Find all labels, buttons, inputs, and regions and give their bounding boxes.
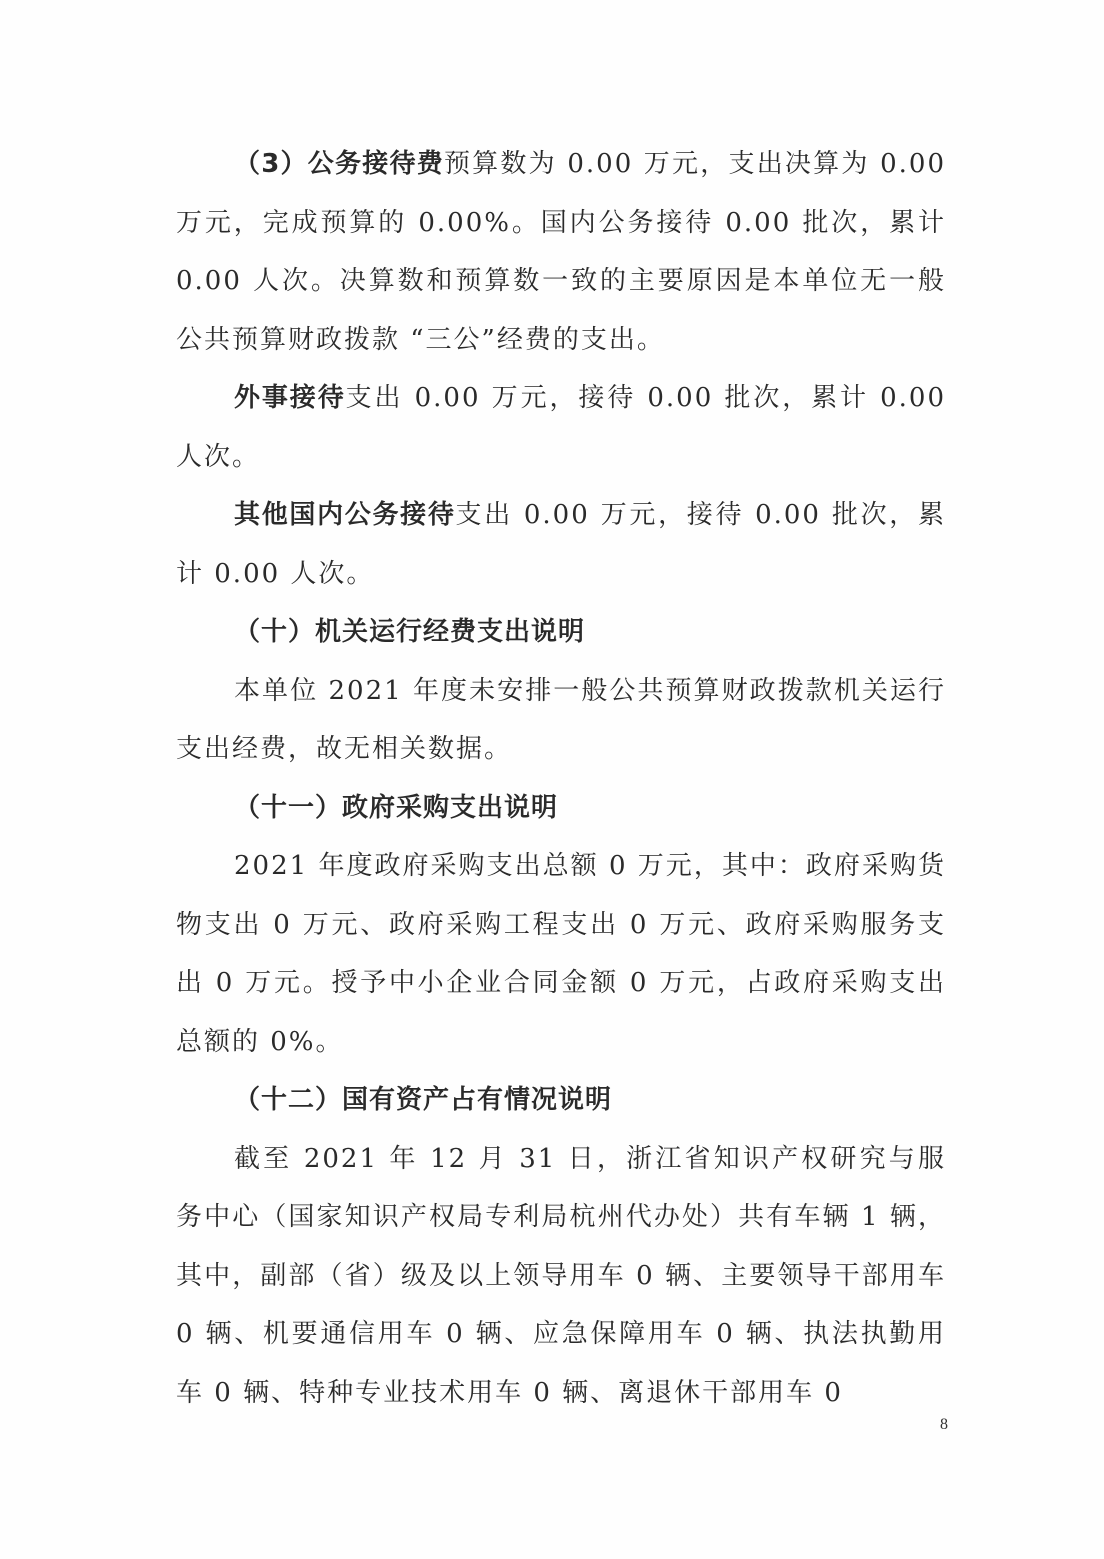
section-heading-11: （十一）政府采购支出说明 [234,792,559,823]
paragraph-foreign-reception [176,369,946,486]
paragraph-text: 2021 年度政府采购支出总额 0 万元，其中：政府采购货物支出 0 万元、政府采购工程支出 0 万元、政府采购服务支出 0 万元。授予中小企业合同金额 0 万元，占政府采购支出总额的 0%。 [176,851,946,1057]
section-heading-12: （十二）国有资产占有情况说明 [234,1085,613,1115]
document-body [176,135,946,1422]
paragraph-lead: 外事接待 [234,383,346,413]
paragraph-domestic-reception [176,486,946,603]
paragraph-lead: 其他国内公务接待 [234,500,456,530]
paragraph-text: 截至 2021 年 12 月 31 日，浙江省知识产权研究与服务中心（国家知识产权局专利局杭州代办处）共有车辆 1 辆，其中，副部（省）级及以上领导用车 0 辆、主要领导干部用车 0 辆、机要通信用车 0 辆、应急保障用车 0 辆、执法执勤用车 0 辆、特种专业技术用车 0 辆、离退休干部用车 0 [176,1143,946,1408]
section-heading-10: （十）机关运行经费支出说明 [234,617,586,647]
paragraph-procurement [176,837,946,1071]
page-number: 8 [940,1416,948,1433]
paragraph-reception-expense [176,135,946,369]
paragraph-operating-expense [176,662,946,779]
paragraph-lead: （3）公务接待费 [234,149,444,179]
paragraph-text: 本单位 2021 年度未安排一般公共预算财政拨款机关运行支出经费，故无相关数据。 [176,675,946,764]
paragraph-text: 支出 0.00 万元，接待 0.00 批次，累计 0.00 人次。 [176,383,946,472]
paragraph-text: 支出 0.00 万元，接待 0.00 批次，累计 0.00 人次。 [176,500,946,589]
paragraph-assets [176,1130,946,1423]
paragraph-text: 预算数为 0.00 万元，支出决算为 0.00 万元，完成预算的 0.00%。国内公务接待 0.00 批次，累计 0.00 人次。决算数和预算数一致的主要原因是本单位无一般公共预算财政拨款 “三公”经费的支出。 [176,149,947,355]
